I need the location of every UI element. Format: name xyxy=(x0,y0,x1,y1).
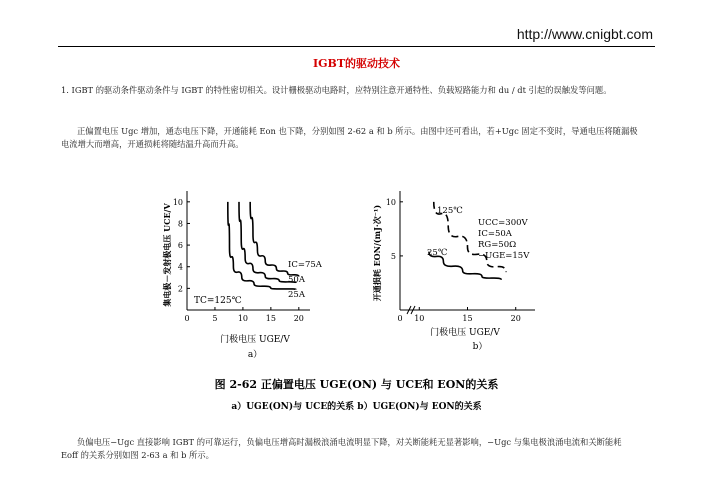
paragraph-1: 1. IGBT 的驱动条件驱动条件与 IGBT 的特性密切相关。设计栅极驱动电路时，应特别注意开通特性、负载短路能力和 du / dt 引起的误触发等问题。 xyxy=(61,85,612,95)
y-tick-label: 6 xyxy=(177,241,183,251)
y-tick-label: 10 xyxy=(172,197,183,207)
figure-subcaption: a）UGE(ON)与 UCE的关系 b）UGE(ON)与 EON的关系 xyxy=(231,402,482,412)
condition-line: IC=50A xyxy=(478,229,512,239)
x-tick-label: 15 xyxy=(265,314,276,323)
x-tick-label: 20 xyxy=(293,314,304,323)
panel-b-conditions xyxy=(478,218,530,261)
condition-line: UCC=300V xyxy=(478,218,528,228)
x-tick-label: 15 xyxy=(462,314,473,323)
x-tick-label: 20 xyxy=(510,314,521,323)
panel-a-series xyxy=(228,202,323,300)
series-label: 25℃ xyxy=(427,248,448,258)
series-line xyxy=(239,202,296,283)
panel-a xyxy=(162,191,323,360)
condition-line: −UGE=15V xyxy=(478,251,530,261)
series-label: IC=75A xyxy=(288,260,322,270)
article-title: IGBT的驱动技术 xyxy=(312,57,401,70)
x-tick-label: 10 xyxy=(414,314,425,323)
series-label: 125℃ xyxy=(437,206,463,216)
source-url: http://www.cnigbt.com xyxy=(516,26,653,42)
series-label: 50A xyxy=(288,275,305,285)
panel-b-x-label: 门极电压 UGE/V xyxy=(430,328,500,338)
series-line xyxy=(228,202,296,290)
y-tick-label: 8 xyxy=(177,219,183,229)
panel-b xyxy=(372,191,535,352)
series-label: 25A xyxy=(288,290,305,300)
panel-a-x-label: 门极电压 UGE/V xyxy=(220,335,290,345)
panel-b-label: b） xyxy=(472,342,488,352)
x-tick-label: 0 xyxy=(184,314,190,323)
header-rule xyxy=(58,46,655,47)
paragraph-3: 负偏电压−Ugc 直接影响 IGBT 的可靠运行，负偏电压增高时漏极浪涌电流明显下降，对关断能耗无显著影响，−Ugc 与集电极浪涌电流和关断能耗 Eoff 的关系分别如图 2-63 a 和 b 所示。 xyxy=(61,437,622,460)
panel-a-y-label: 集电极－发射极电压 UCE/V xyxy=(162,203,172,307)
figure-caption: 图 2-62 正偏置电压 UGE(ON) 与 UCE和 EON的关系 xyxy=(214,378,499,391)
y-tick-label: 4 xyxy=(177,262,183,272)
x-tick-label: 5 xyxy=(212,314,218,323)
x-tick-label: 0 xyxy=(397,314,403,323)
panel-a-label: a） xyxy=(247,350,263,360)
paragraph-2: 正偏置电压 Ugc 增加，通态电压下降，开通能耗 Eon 也下降，分别如图 2-62 a 和 b 所示。由图中还可看出，若+Ugc 固定不变时，导通电压将随漏极电流增大而增高，开通损耗将随结温升高而升高。 xyxy=(61,126,638,149)
y-tick-label: 5 xyxy=(390,251,396,261)
y-tick-label: 2 xyxy=(177,284,183,294)
x-tick-label: 10 xyxy=(237,314,249,323)
y-tick-label: 10 xyxy=(385,197,396,207)
condition-line: RG=50Ω xyxy=(478,240,517,250)
panel-a-temperature-note: TC=125℃ xyxy=(194,296,242,306)
figure-plots xyxy=(160,165,558,375)
panel-b-y-label: 开通损耗 EON/(mJ·次⁻¹) xyxy=(372,204,382,302)
